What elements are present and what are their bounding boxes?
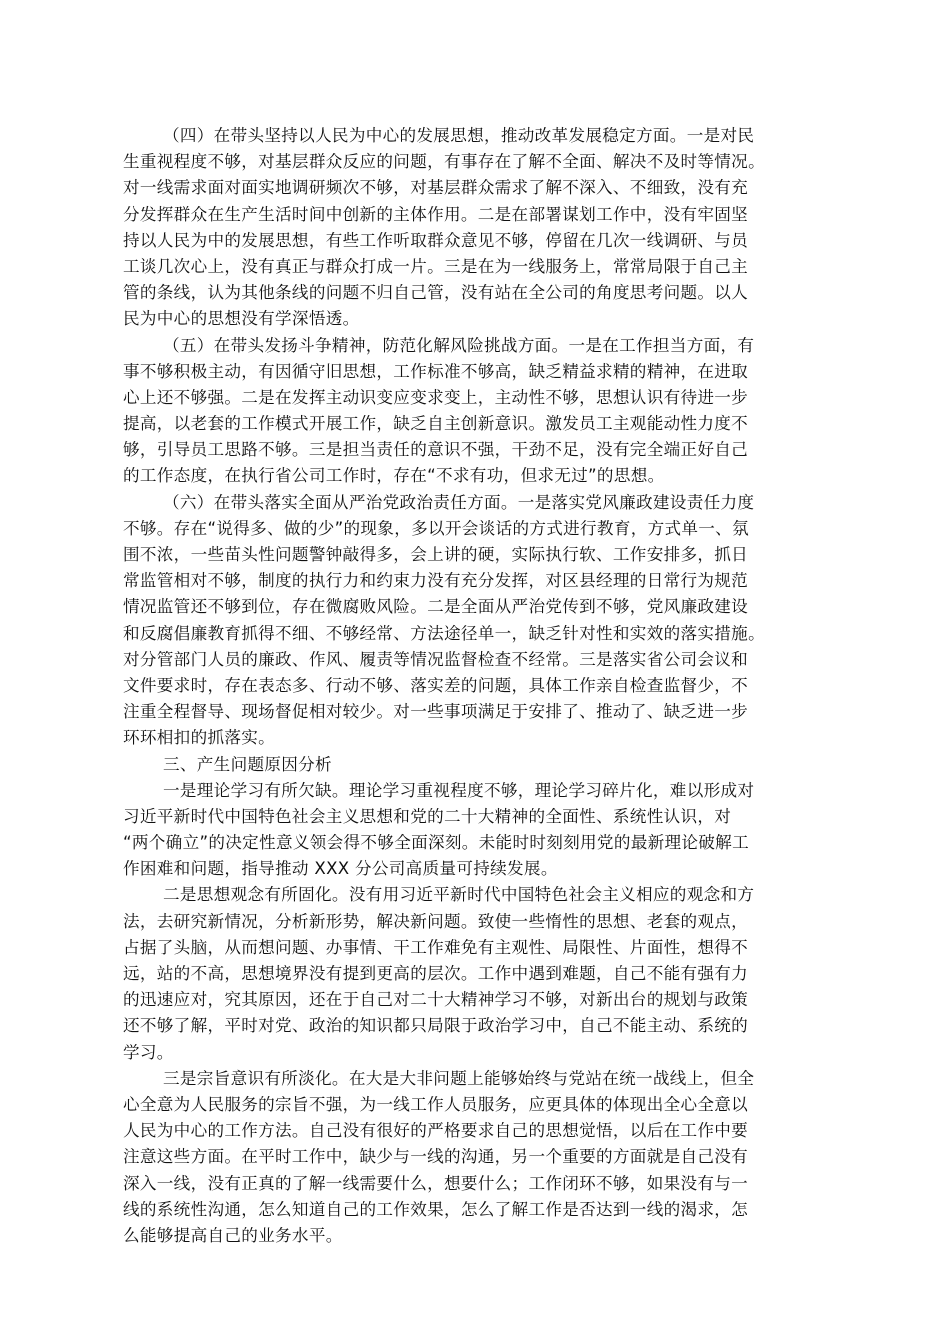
- text-line: （五）在带头发扬斗争精神，防范化解风险挑战方面。一是在工作担当方面，有: [163, 335, 755, 355]
- paragraph: [123, 778, 843, 883]
- text-line: 情况监管还不够到位，存在微腐败风险。二是全面从严治党传到不够，党风廉政建设: [123, 597, 749, 617]
- paragraph: [123, 752, 843, 778]
- document-body: [123, 123, 843, 1249]
- text-line: 学习。: [123, 1042, 174, 1062]
- text-line: 线的系统性沟通，怎么知道自己的工作效果，怎么了解工作是否达到一线的渴求，怎: [123, 1199, 749, 1219]
- text-line: （四）在带头坚持以人民为中心的发展思想，推动改革发展稳定方面。一是对民: [163, 126, 755, 145]
- text-line: 注意这些方面。在平时工作中，缺少与一线的沟通，另一个重要的方面就是自己没有: [123, 1147, 749, 1167]
- paragraph: [123, 490, 843, 752]
- text-line: 法，去研究新情况，分析新形势，解决新问题。致使一些惰性的思想、老套的观点，: [123, 911, 749, 931]
- text-line: 事不够积极主动，有因循守旧思想，工作标准不够高，缺乏精益求精的精神，在进取: [123, 361, 749, 381]
- text-line: 远，站的不高，思想境界没有提到更高的层次。工作中遇到难题，自己不能有强有力: [123, 964, 749, 983]
- text-line: 注重全程督导、现场督促相对较少。对一些事项满足于安排了、推动了、缺乏进一步: [123, 702, 749, 722]
- text-line: 二是思想观念有所固化。没有用习近平新时代中国特色社会主义相应的观念和方: [163, 885, 755, 905]
- paragraph: [123, 882, 843, 1065]
- text-line: 民为中心的思想没有学深悟透。: [123, 309, 360, 329]
- text-line: 不够。存在“说得多、做的少”的现象，多以开会谈话的方式进行教育，方式单一、氛: [123, 518, 749, 538]
- text-line: 么能够提高自己的业务水平。: [123, 1225, 343, 1245]
- text-line: 三、产生问题原因分析: [163, 754, 332, 774]
- text-line: 工谈几次心上，没有真正与群众打成一片。三是在为一线服务上，常常局限于自己主: [123, 256, 749, 276]
- text-line: 提高，以老套的工作模式开展工作，缺乏自主创新意识。激发员工主观能动性力度不: [123, 414, 749, 434]
- text-line: 人民为中心的工作方法。自己没有很好的严格要求自己的思想觉悟，以后在工作中要: [123, 1121, 749, 1141]
- text-line: 作困难和问题，指导推动 XXX 分公司高质量可持续发展。: [123, 859, 558, 879]
- text-line: （六）在带头落实全面从严治党政治责任方面。一是落实党风廉政建设责任力度: [163, 492, 755, 512]
- text-line: 对分管部门人员的廉政、作风、履责等情况监督检查不经常。三是落实省公司会议和: [123, 649, 749, 669]
- text-line: 心全意为人民服务的宗旨不强，为一线工作人员服务，应更具体的体现出全心全意以: [123, 1094, 749, 1114]
- paragraph: [123, 1066, 843, 1249]
- text-line: 的工作态度，在执行省公司工作时，存在“不求有功，但求无过”的思想。: [123, 466, 665, 486]
- text-line: 一是理论学习有所欠缺。理论学习重视程度不够，理论学习碎片化，难以形成对: [163, 780, 755, 800]
- paragraph: [123, 333, 843, 490]
- text-line: 持以人民为中的发展思想，有些工作听取群众意见不够，停留在几次一线调研、与员: [123, 230, 749, 250]
- text-line: 和反腐倡廉教育抓得不细、不够经常、方法途径单一，缺乏针对性和实效的落实措施。: [123, 623, 765, 643]
- text-line: 文件要求时，存在表态多、行动不够、落实差的问题，具体工作亲自检查监督少，不: [123, 675, 749, 695]
- text-line: 的迅速应对，究其原因，还在于自己对二十大精神学习不够，对新出台的规划与政策: [123, 990, 749, 1010]
- text-line: 三是宗旨意识有所淡化。在大是大非问题上能够始终与党站在统一战线上，但全: [163, 1068, 755, 1088]
- text-line: 环环相扣的抓落实。: [123, 728, 276, 748]
- text-line: 常监管相对不够，制度的执行力和约束力没有充分发挥，对区县经理的日常行为规范: [123, 571, 749, 591]
- text-line: 习近平新时代中国特色社会主义思想和党的二十大精神的全面性、系统性认识，对: [123, 806, 732, 826]
- text-line: 占据了头脑，从而想问题、办事情、干工作难免有主观性、局限性、片面性，想得不: [123, 937, 749, 957]
- text-line: 心上还不够强。二是在发挥主动识变应变求变上，主动性不够，思想认识有待进一步: [123, 387, 749, 407]
- text-line: 分发挥群众在生产生活时间中创新的主体作用。二是在部署谋划工作中，没有牢固坚: [123, 204, 749, 224]
- text-line: 生重视程度不够，对基层群众反应的问题，有事存在了解不全面、解决不及时等情况。: [123, 152, 765, 172]
- text-line: 够，引导员工思路不够。三是担当责任的意识不强，干劲不足，没有完全端正好自己: [123, 440, 749, 460]
- text-line: 围不浓，一些苗头性问题警钟敲得多，会上讲的硬，实际执行软、工作安排多，抓日: [123, 545, 749, 564]
- text-line: 还不够了解，平时对党、政治的知识都只局限于政治学习中，自己不能主动、系统的: [123, 1016, 749, 1036]
- text-line: 管的条线，认为其他条线的问题不归自己管，没有站在全公司的角度思考问题。以人: [123, 283, 749, 303]
- text-line: 对一线需求面对面实地调研频次不够，对基层群众需求了解不深入、不细致，没有充: [123, 178, 749, 198]
- text-line: 深入一线，没有正真的了解一线需要什么，想要什么；工作闭环不够，如果没有与一: [123, 1173, 749, 1193]
- text-line: “两个确立”的决定性意义领会得不够全面深刻。未能时时刻刻用党的最新理论破解工: [123, 833, 749, 853]
- paragraph: [123, 123, 843, 333]
